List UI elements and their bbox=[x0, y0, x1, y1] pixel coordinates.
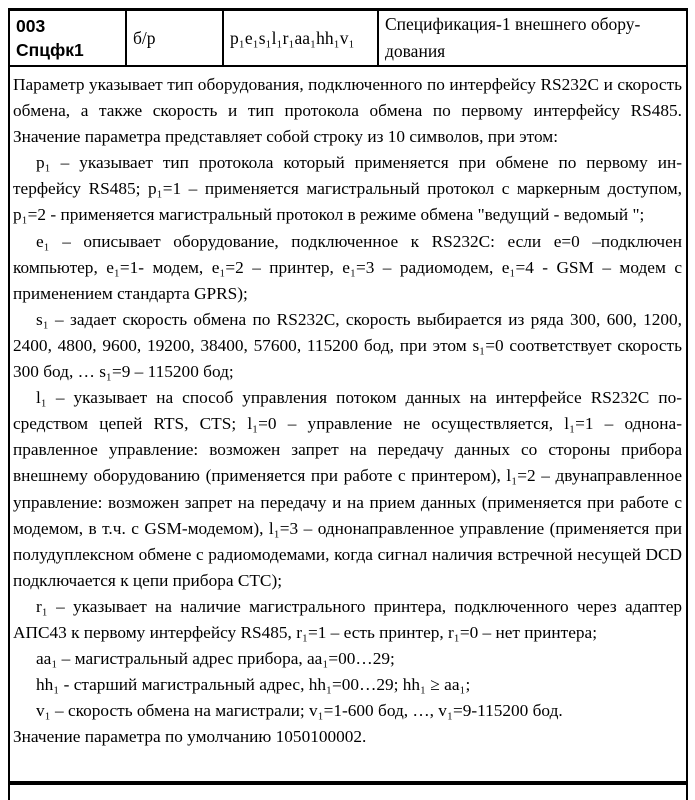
param-unit: б/р bbox=[133, 27, 156, 48]
param-value-format: p₁e₁s₁l₁r₁aa₁hh₁v₁ bbox=[230, 27, 355, 48]
paragraph-aa1: aa₁ – магистральный адрес прибора, aa₁=00…29; bbox=[36, 649, 395, 669]
param-format-cell bbox=[222, 11, 377, 65]
paragraph-s1: s₁ – задает скорость обмена по RS232C, скорость выбирается из ряда 300, 600, 1200, 2400, 4800, 9600, 19200, 38400, 57600, 115200 бод, при этом s₁=0 соответствует скорость 300 бод, … s₁=9 – 115200 бод; bbox=[13, 309, 682, 382]
param-description-cell bbox=[10, 67, 686, 785]
paragraph-p1: p₁ – указывает тип протокола который применяется при обмене по первому интерфейсу RS485; p₁=1 – применяется магистральный протокол с маркерным доступом, p₁=2 - применяется магистральный протокол в режиме обмена "ведущий - ведомый "; bbox=[13, 153, 682, 225]
paragraph-e1: e₁ – описывает оборудование, подключенное к RS232C: если e=0 –подключен компьютер, e₁=1- модем, e₁=2 – принтер, e₁=3 – радиомодем, e₁=4 - GSM – модем с применением стандарта GPRS); bbox=[13, 231, 682, 303]
paragraph-intro: Параметр указывает тип оборудования, подключенного по интерфейсу RS232C и скорость обмена, а также скорость и тип протокола обмена по первому интерфейсу RS485. Значение параметра представляет собой строку из 10 символов, при этом: bbox=[13, 75, 682, 147]
paragraph-r1: r₁ – указывает на наличие магистрального принтера, подключенного через адаптер АПС43 к первому интерфейсу RS485, r₁=1 – есть принтер, r₁=0 – нет принтера; bbox=[13, 596, 682, 642]
table-header-row bbox=[10, 11, 686, 67]
param-name: Спцфк1 bbox=[16, 40, 84, 60]
param-title-cell bbox=[377, 11, 686, 65]
parameter-spec-table bbox=[8, 8, 688, 800]
param-number: 003 bbox=[16, 16, 46, 36]
param-title: Спецификация-1 внешнего оборудования bbox=[385, 14, 641, 61]
paragraph-default-value: Значение параметра по умолчанию 1050100002. bbox=[13, 727, 367, 747]
param-unit-cell bbox=[125, 11, 222, 65]
paragraph-hh1: hh₁ - старший магистральный адрес, hh₁=00…29; hh₁ ≥ aa₁; bbox=[36, 675, 471, 695]
param-id-cell bbox=[10, 11, 125, 65]
paragraph-v1: v₁ – скорость обмена на магистрали; v₁=1-600 бод, …, v₁=9-115200 бод. bbox=[36, 701, 563, 721]
paragraph-l1: l₁ – указывает на способ управления потоком данных на интерфейсе RS232C посредством цепей RTS, CTS; l₁=0 – управление не осуществляется, l₁=1 – однонаправленное управление: возможен запрет на передачу данных со стороны прибора внешнему оборудованию (применяется при работе с принтером), l₁=2 – двунаправленное управление: возможен запрет на передачу и на прием данных (применяется при работе с модемом, в т.ч. с GSM-модемом), l₁=3 – однонаправленное управление (применяется при полудуплексном обмене с радиомодемами, когда сигнал наличия встречной несущей DCD подключается к цепи прибора СТС); bbox=[13, 388, 682, 590]
